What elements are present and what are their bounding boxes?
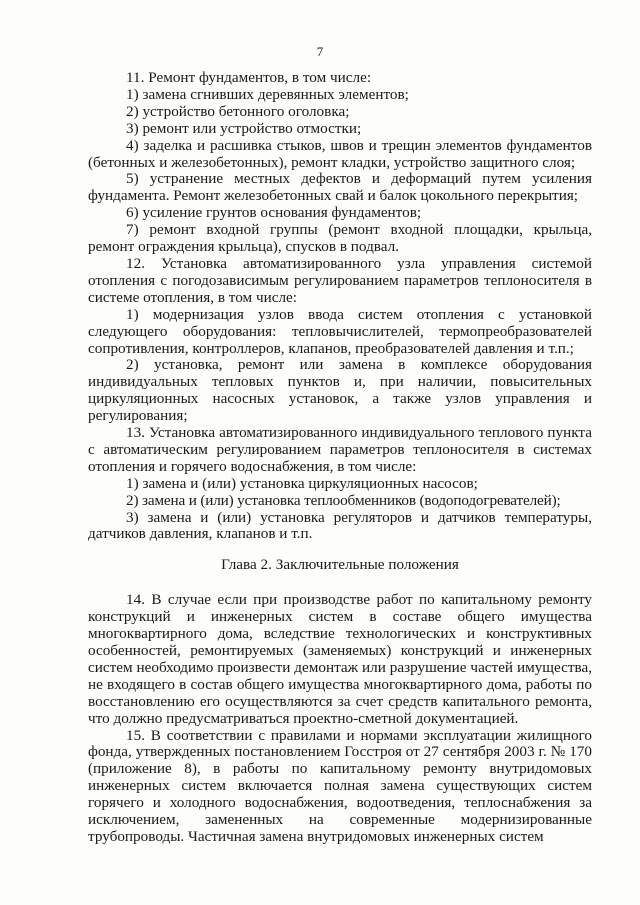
paragraph-item-11-1: 1) замена сгнивших деревянных элементов;	[126, 85, 409, 103]
paragraph-item-12-1: 1) модернизация узлов ввода систем отопления с установкой следующего оборудования: тепловычислителей, термопреобразователей сопротивления, контроллеров, клапанов, преобразователей давления и т.п.;	[88, 305, 592, 357]
paragraph-item-11-7: 7) ремонт входной группы (ремонт входной площадки, крыльца, ремонт ограждения крыльца), спусков в подвал.	[88, 221, 592, 256]
paragraph-item-13-2: 2) замена и (или) установка теплообменников (водоподогревателей);	[126, 491, 561, 509]
paragraph-item-12: 12. Установка автоматизированного узла управления системой отопления с погодозависимым регулированием параметров теплоносителя в системе отопления, в том числе:	[88, 254, 592, 306]
paragraph-item-11-2: 2) устройство бетонного оголовка;	[126, 102, 350, 120]
paragraph-item-13: 13. Установка автоматизированного индивидуального теплового пункта с автоматическим регулированием параметров теплоносителя в системах отопления и горячего водоснабжения, в том числе:	[88, 424, 592, 475]
paragraph-item-11: 11. Ремонт фундаментов, в том числе:	[126, 69, 372, 86]
paragraph-item-14: 14. В случае если при производстве работ по капитальному ремонту конструкций и инженерных систем в составе общего имущества многоквартирного дома, вследствие технологических и конструктивных особенностей, ремонтируемых (заменяемых) конструкций и инженерных систем необходимо произвести демонтаж или разрушение частей имущества, не входящего в состав общего имущества многоквартирного дома, работы по восстановлению его осуществляются за счет средств капитального ремонта, что должно предусматриваться проектно-сметной документацией.	[88, 591, 592, 727]
document-body	[88, 70, 592, 846]
chapter-heading: Глава 2. Заключительные положения	[221, 556, 459, 574]
page-number: 7	[316, 44, 324, 59]
paragraph-item-11-5: 5) устранение местных дефектов и деформаций путем усиления фундамента. Ремонт железобетонных свай и балок цокольного перекрытия;	[88, 170, 592, 205]
paragraph-item-15: 15. В соответствии с правилами и нормами эксплуатации жилищного фонда, утвержденных постановлением Госстроя от 27 сентября 2003 г. № 170 (приложение 8), в работы по капитальному ремонту внутридомовых инженерных систем включается полная замена существующих систем горячего и холодного водоснабжения, водоотведения, теплоснабжения за исключением, замененных на современные модернизированные трубопроводы. Частичная замена внутридомовых инженерных систем	[88, 726, 592, 845]
paragraph-item-11-3: 3) ремонт или устройство отмостки;	[126, 119, 362, 137]
paragraph-item-12-2: 2) установка, ремонт или замена в комплексе оборудования индивидуальных тепловых пунктов и, при наличии, повысительных циркуляционных насосных установок, а также узлов управления и регулирования;	[88, 356, 592, 425]
paragraph-item-11-6: 6) усиление грунтов основания фундаментов;	[126, 204, 422, 222]
paragraph-item-11-4: 4) заделка и расшивка стыков, швов и трещин элементов фундаментов (бетонных и железобетонных), ремонт кладки, устройство защитного слоя;	[88, 136, 592, 171]
paragraph-item-13-3: 3) замена и (или) установка регуляторов и датчиков температуры, датчиков давления, клапанов и т.п.	[88, 508, 592, 543]
paragraph-item-13-1: 1) замена и (или) установка циркуляционных насосов;	[126, 474, 478, 492]
